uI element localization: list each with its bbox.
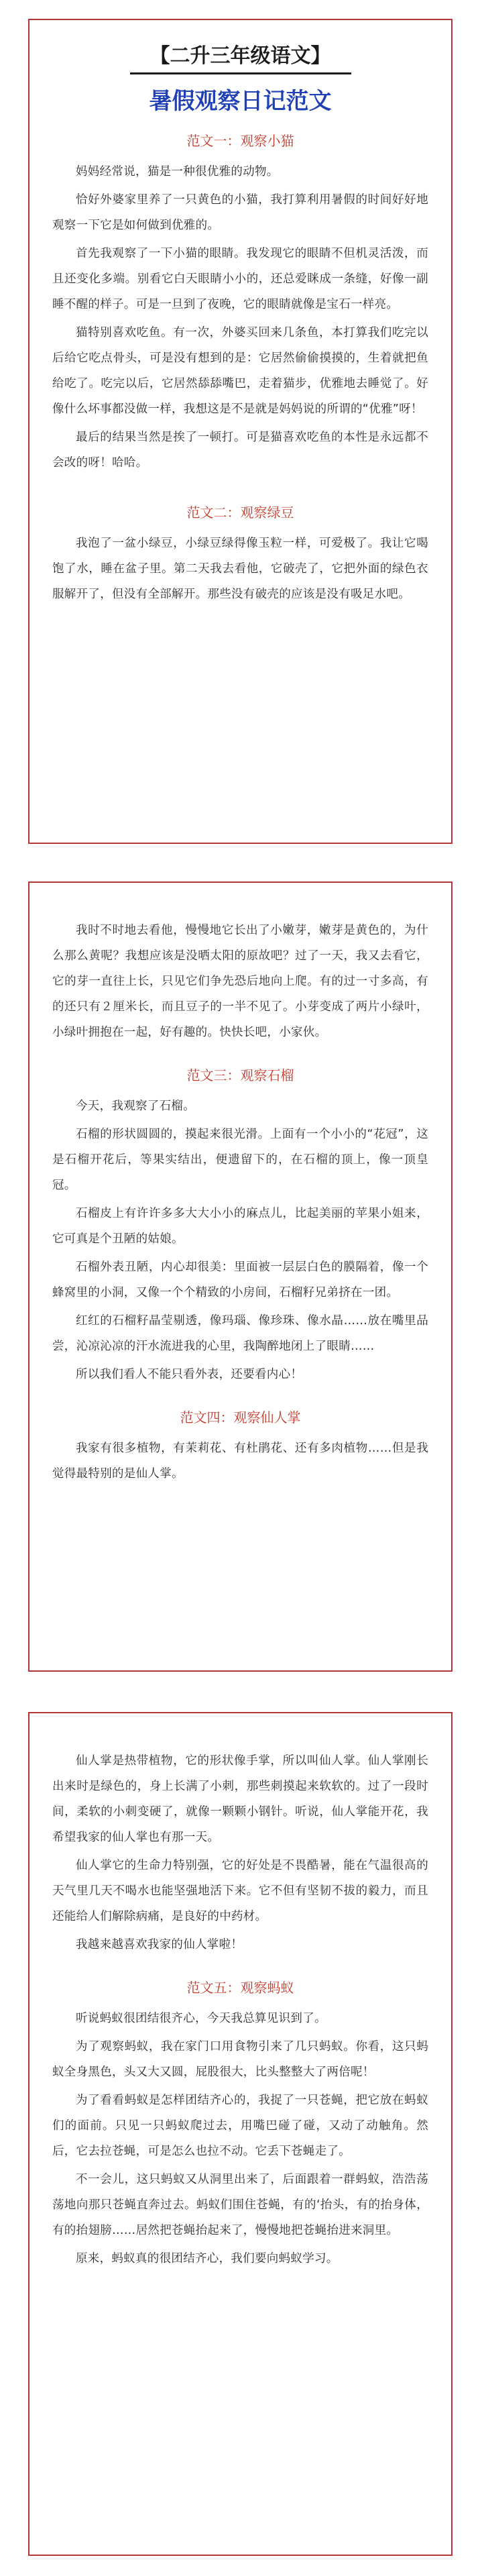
section-title-cactus: 范文四：观察仙人掌 <box>180 1409 301 1426</box>
paragraph: 我时不时地去看他，慢慢地它长出了小嫩芽，嫩芽是黄色的，为什么那么黄呢？我想应该是没晒太阳的原故吧？过了一天，我又去看它，它的芽一直往上长，只见它们争先恐后地向上爬。有的过一寸多高，有的还只有２厘米长，而且豆子的一半不见了。小芽变成了两片小绿叶，小绿叶拥抱在一起，好有趣的。快快长吧，小家伙。 <box>52 924 428 1039</box>
paragraph: 红红的石榴籽晶莹剔透，像玛瑙、像珍珠、像水晶……放在嘴里品尝，沁凉沁凉的汗水流进我的心里，我陶醉地闭上了眼睛…… <box>52 1314 428 1353</box>
paragraph: 最后的结果当然是挨了一顿打。可是猫喜欢吃鱼的本性是永远都不会改的呀！哈哈。 <box>52 431 428 470</box>
paragraph: 所以我们看人不能只看外表，还要看内心！ <box>76 1368 303 1381</box>
paragraph: 首先我观察了一下小猫的眼睛。我发现它的眼睛不但机灵活泼，而且还变化多端。别看它白天眼睛小小的，还总爱眯成一条缝，好像一副睡不醒的样子。可是一旦到了夜晚，它的眼睛就像是宝石一样亮。 <box>52 247 428 311</box>
paragraph: 猫特别喜欢吃鱼。有一次，外婆买回来几条鱼，本打算我们吃完以后给它吃点骨头，可是没有想到的是：它居然偷偷摸摸的，生着就把鱼给吃了。吃完以后，它居然舔舔嘴巴，走着猫步，优雅地去睡觉了。好像什么坏事都没做一样，我想这是不是就是妈妈说的所谓的“优雅”呀！ <box>52 326 428 416</box>
essay-card-1 <box>28 19 453 844</box>
page-title: 【二升三年级语文】 <box>149 44 331 68</box>
page-subtitle: 暑假观察日记范文 <box>149 88 332 115</box>
paragraph: 妈妈经常说，猫是一种很优雅的动物。 <box>76 165 279 178</box>
paragraph: 我泡了一盆小绿豆，小绿豆绿得像玉粒一样，可爱极了。我让它喝饱了水，睡在盆子里。第二天我去看他，它破壳了，它把外面的绿色衣服解开了，但没有全部解开。那些没有破壳的应该是没有吸足水吧。 <box>52 537 428 601</box>
paragraph: 恰好外婆家里养了一只黄色的小猫，我打算利用暑假的时间好好地观察一下它是如何做到优雅的。 <box>52 193 428 232</box>
paragraph: 石榴皮上有许许多多大大小小的麻点儿，比起美丽的苹果小姐来，它可真是个丑陋的姑娘。 <box>52 1207 428 1246</box>
section-title-mung-bean: 范文二：观察绿豆 <box>186 504 294 521</box>
section-title-cat: 范文一：观察小猫 <box>186 133 294 149</box>
paragraph: 为了看看蚂蚁是怎样团结齐心的，我捉了一只苍蝇，把它放在蚂蚁们的面前。只见一只蚂蚁爬过去，用嘴巴碰了碰，又动了动触角。然后，它去拉苍蝇，可是怎么也拉不动。它丢下苍蝇走了。 <box>52 2094 428 2158</box>
title-underline <box>130 72 351 74</box>
section-title-ants: 范文五：观察蚂蚁 <box>186 1980 294 1996</box>
paragraph: 石榴的形状圆圆的，摸起来很光滑。上面有一个小小的“花冠”，这是石榴开花后，等果实结出，便遗留下的，在石榴的顶上，像一顶皇冠。 <box>52 1128 428 1192</box>
paragraph: 我越来越喜欢我家的仙人掌啦！ <box>76 1938 243 1951</box>
paragraph: 我家有很多植物，有茉莉花、有杜鹃花、还有多肉植物……但是我觉得最特别的是仙人掌。 <box>52 1442 428 1481</box>
paragraph: 原来，蚂蚁真的很团结齐心，我们要向蚂蚁学习。 <box>76 2252 339 2265</box>
paragraph: 为了观察蚂蚁，我在家门口用食物引来了几只蚂蚁。你看，这只蚂蚁全身黑色，头又大又圆，屁股很大，比头整整大了两倍呢！ <box>52 2040 428 2079</box>
essay-card-2 <box>28 881 453 1672</box>
section-title-pomegranate: 范文三：观察石榴 <box>186 1067 294 1083</box>
essay-card-3 <box>28 1712 453 2556</box>
paragraph: 听说蚂蚁很团结很齐心，今天我总算见识到了。 <box>76 2012 326 2025</box>
paragraph: 不一会儿，这只蚂蚁又从洞里出来了，后面跟着一群蚂蚁，浩浩荡荡地向那只苍蝇直奔过去。蚂蚁们围住苍蝇，有的‘抬头，有的抬身体，有的抬翅膀……居然把苍蝇抬起来了，慢慢地把苍蝇抬进来洞里。 <box>52 2173 428 2237</box>
paragraph: 仙人掌它的生命力特别强，它的好处是不畏酷暑，能在气温很高的天气里几天不喝水也能坚强地活下来。它不但有坚韧不拔的毅力，而且还能给人们解除病痛，是良好的中药材。 <box>52 1859 428 1923</box>
paragraph: 石榴外表丑陋，内心却很美：里面被一层层白色的膜隔着，像一个蜂窝里的小洞，又像一个个精致的小房间，石榴籽兄弟挤在一团。 <box>52 1260 428 1299</box>
paragraph: 今天，我观察了石榴。 <box>76 1099 195 1113</box>
paragraph: 仙人掌是热带植物，它的形状像手掌，所以叫仙人掌。仙人掌刚长出来时是绿色的，身上长满了小刺，那些刺摸起来软软的。过了一段时间，柔软的小刺变硬了，就像一颗颗小钢针。听说，仙人掌能开花，我希望我家的仙人掌也有那一天。 <box>52 1754 428 1844</box>
